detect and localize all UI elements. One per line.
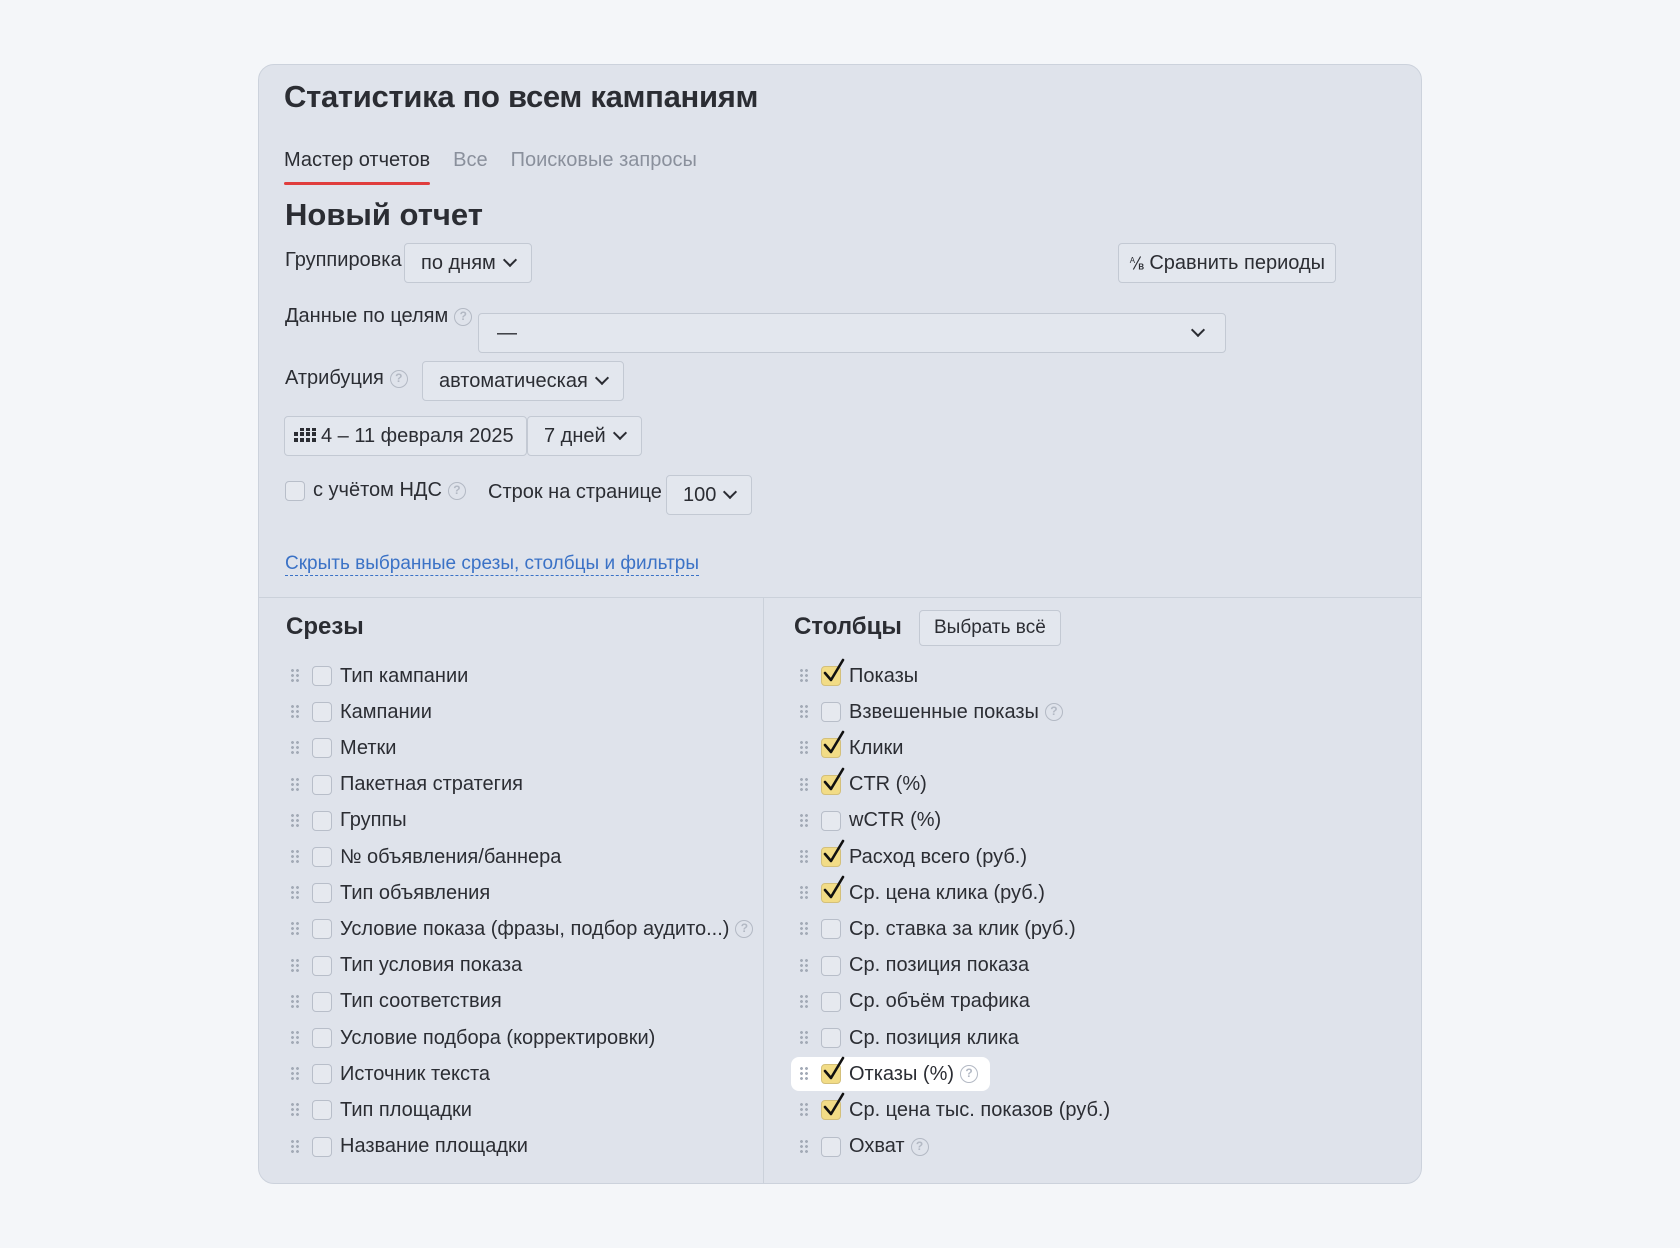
- column-checkbox[interactable]: [821, 847, 841, 867]
- page-title: Статистика по всем кампаниям: [284, 79, 759, 114]
- hide-selected-link[interactable]: Скрыть выбранные срезы, столбцы и фильтры: [285, 553, 700, 574]
- rows-per-page-select[interactable]: [666, 475, 752, 515]
- slice-checkbox[interactable]: [312, 1064, 332, 1084]
- column-checkbox[interactable]: [821, 738, 841, 758]
- attribution-label: [285, 367, 408, 390]
- drag-handle-icon[interactable]: [290, 1066, 300, 1082]
- drag-handle-icon[interactable]: [290, 885, 300, 901]
- divider: [763, 597, 764, 1183]
- drag-handle-icon[interactable]: [290, 1102, 300, 1118]
- checkmark-icon: [823, 839, 847, 865]
- slice-item[interactable]: [282, 1093, 472, 1127]
- column-label: Ср. объём трафика: [849, 990, 1030, 1013]
- column-item[interactable]: [791, 659, 918, 693]
- compare-periods-button[interactable]: [1118, 243, 1336, 283]
- drag-handle-icon[interactable]: [290, 777, 300, 793]
- drag-handle-icon[interactable]: [290, 849, 300, 865]
- slice-label: Название площадки: [340, 1135, 528, 1158]
- drag-handle-icon[interactable]: [799, 1030, 809, 1046]
- grouping-value: по дням: [421, 251, 496, 274]
- column-label: Ср. ставка за клик (руб.): [849, 917, 1076, 940]
- slice-item[interactable]: [282, 804, 407, 838]
- slice-checkbox[interactable]: [312, 956, 332, 976]
- slice-checkbox[interactable]: [312, 702, 332, 722]
- tab-report-master[interactable]: Мастер отчетов: [284, 145, 430, 185]
- help-icon[interactable]: ?: [735, 920, 753, 938]
- columns-title: Столбцы: [794, 613, 902, 640]
- tab-all[interactable]: Все: [453, 149, 488, 171]
- drag-handle-icon[interactable]: [290, 704, 300, 720]
- grouping-label: Группировка: [285, 249, 402, 271]
- slice-label: Условие подбора (корректировки): [340, 1026, 656, 1049]
- slice-checkbox[interactable]: [312, 738, 332, 758]
- help-icon[interactable]: ?: [911, 1138, 929, 1156]
- slice-item[interactable]: [282, 1057, 490, 1091]
- drag-handle-icon[interactable]: [799, 813, 809, 829]
- date-range-picker[interactable]: [284, 416, 527, 456]
- column-checkbox[interactable]: [821, 1028, 841, 1048]
- drag-handle-icon[interactable]: [799, 921, 809, 937]
- drag-handle-icon[interactable]: [290, 668, 300, 684]
- vat-option: [285, 479, 466, 502]
- date-range-value: 4 – 11 февраля 2025: [321, 424, 514, 447]
- column-item[interactable]: [791, 876, 1045, 910]
- column-item[interactable]: [791, 768, 927, 802]
- chevron-down-icon: [613, 426, 627, 440]
- drag-handle-icon[interactable]: [290, 1139, 300, 1155]
- compare-ab-icon: [1129, 252, 1146, 274]
- grouping-select[interactable]: [404, 243, 532, 283]
- chevron-down-icon: [1191, 323, 1205, 337]
- drag-handle-icon[interactable]: [290, 740, 300, 756]
- column-item[interactable]: [791, 1057, 990, 1091]
- slice-label: Тип условия показа: [340, 954, 523, 977]
- slice-item[interactable]: [282, 659, 468, 693]
- select-all-button[interactable]: Выбрать всё: [919, 610, 1061, 646]
- calendar-icon: [294, 428, 316, 444]
- column-label: CTR (%): [849, 773, 927, 796]
- column-item[interactable]: [791, 1130, 929, 1164]
- slice-label: Метки: [340, 736, 397, 759]
- column-label: Ср. цена клика (руб.): [849, 881, 1045, 904]
- slice-label: Пакетная стратегия: [340, 773, 523, 796]
- column-label: Отказы (%): [849, 1062, 955, 1085]
- slice-item[interactable]: [282, 731, 396, 765]
- help-icon[interactable]: ?: [454, 308, 472, 326]
- column-label: Ср. позиция показа: [849, 954, 1030, 977]
- slice-item[interactable]: [282, 912, 753, 946]
- rows-per-page-label: Строк на странице: [488, 481, 662, 503]
- column-checkbox[interactable]: [821, 883, 841, 903]
- column-item[interactable]: [791, 695, 1063, 729]
- slice-label: Тип объявления: [340, 881, 491, 904]
- compare-periods-label: Сравнить периоды: [1149, 251, 1325, 274]
- help-icon[interactable]: ?: [390, 370, 408, 388]
- goals-label: [285, 305, 472, 328]
- chevron-down-icon: [595, 371, 609, 385]
- drag-handle-icon[interactable]: [290, 958, 300, 974]
- checkmark-icon: [823, 730, 847, 756]
- column-item[interactable]: [791, 731, 903, 765]
- slice-item[interactable]: [282, 985, 502, 1019]
- drag-handle-icon[interactable]: [799, 777, 809, 793]
- column-item[interactable]: [791, 1093, 1110, 1127]
- drag-handle-icon[interactable]: [799, 994, 809, 1010]
- divider: [259, 597, 1421, 598]
- drag-handle-icon[interactable]: [799, 668, 809, 684]
- goals-label-text: Данные по целям: [285, 305, 449, 327]
- report-title: Новый отчет: [285, 197, 483, 232]
- vat-label: с учётом НДС: [313, 479, 442, 501]
- checkmark-icon: [823, 658, 847, 684]
- goals-select[interactable]: [478, 313, 1226, 353]
- checkmark-icon: [823, 875, 847, 901]
- help-icon[interactable]: ?: [448, 482, 466, 500]
- checkmark-icon: [823, 1056, 847, 1082]
- slice-label: Группы: [340, 809, 407, 832]
- column-checkbox[interactable]: [821, 992, 841, 1012]
- help-icon[interactable]: ?: [1045, 703, 1063, 721]
- slice-checkbox[interactable]: [312, 1100, 332, 1120]
- column-item[interactable]: [791, 912, 1076, 946]
- slice-item[interactable]: [282, 768, 523, 802]
- period-select[interactable]: [527, 416, 642, 456]
- tabs-bar: [284, 145, 697, 185]
- checkmark-icon: [823, 1092, 847, 1118]
- column-item[interactable]: [791, 1021, 1019, 1055]
- slice-checkbox[interactable]: [312, 847, 332, 867]
- slice-label: Источник текста: [340, 1062, 491, 1085]
- slice-checkbox[interactable]: [312, 992, 332, 1012]
- period-value: 7 дней: [544, 424, 606, 447]
- attribution-value: автоматическая: [439, 369, 588, 392]
- column-checkbox[interactable]: [821, 1064, 841, 1084]
- drag-handle-icon[interactable]: [290, 813, 300, 829]
- vat-checkbox[interactable]: [285, 481, 305, 501]
- column-checkbox[interactable]: [821, 956, 841, 976]
- column-checkbox[interactable]: [821, 811, 841, 831]
- column-label: Ср. позиция клика: [849, 1026, 1019, 1049]
- column-label: Ср. цена тыс. показов (руб.): [849, 1098, 1111, 1121]
- chevron-down-icon: [503, 253, 517, 267]
- column-checkbox[interactable]: [821, 702, 841, 722]
- checkmark-icon: [823, 767, 847, 793]
- column-checkbox[interactable]: [821, 1137, 841, 1157]
- slice-item[interactable]: [282, 876, 490, 910]
- drag-handle-icon[interactable]: [799, 1066, 809, 1082]
- tab-search-queries[interactable]: Поисковые запросы: [510, 149, 697, 171]
- attribution-label-text: Атрибуция: [285, 367, 384, 389]
- drag-handle-icon[interactable]: [799, 958, 809, 974]
- column-checkbox[interactable]: [821, 919, 841, 939]
- slice-checkbox[interactable]: [312, 919, 332, 939]
- slice-checkbox[interactable]: [312, 811, 332, 831]
- slice-label: Тип площадки: [340, 1098, 472, 1121]
- attribution-select[interactable]: [422, 361, 624, 401]
- chevron-down-icon: [723, 485, 737, 499]
- slice-checkbox[interactable]: [312, 1137, 332, 1157]
- drag-handle-icon[interactable]: [290, 1030, 300, 1046]
- drag-handle-icon[interactable]: [290, 994, 300, 1010]
- column-checkbox[interactable]: [821, 775, 841, 795]
- column-item[interactable]: [791, 840, 1027, 874]
- column-checkbox[interactable]: [821, 666, 841, 686]
- drag-handle-icon[interactable]: [290, 921, 300, 937]
- slices-title: Срезы: [286, 613, 364, 640]
- slice-item[interactable]: [282, 1021, 655, 1055]
- drag-handle-icon[interactable]: [799, 885, 809, 901]
- column-label: Показы: [849, 664, 919, 687]
- column-label: Расход всего (руб.): [849, 845, 1027, 868]
- help-icon[interactable]: ?: [960, 1065, 978, 1083]
- goals-value: —: [497, 321, 517, 344]
- slice-checkbox[interactable]: [312, 883, 332, 903]
- slice-checkbox[interactable]: [312, 666, 332, 686]
- column-item[interactable]: [791, 804, 941, 838]
- slice-checkbox[interactable]: [312, 775, 332, 795]
- column-label: Охват: [849, 1135, 905, 1158]
- rows-per-page-value: 100: [683, 483, 717, 506]
- slice-item[interactable]: [282, 840, 561, 874]
- column-label: Клики: [849, 736, 904, 759]
- drag-handle-icon[interactable]: [799, 1139, 809, 1155]
- report-panel: [258, 64, 1422, 1184]
- column-label: Взвешенные показы: [849, 700, 1039, 723]
- drag-handle-icon[interactable]: [799, 704, 809, 720]
- column-label: wCTR (%): [849, 809, 942, 832]
- slice-checkbox[interactable]: [312, 1028, 332, 1048]
- slice-label: № объявления/баннера: [340, 845, 562, 868]
- slice-label: Условие показа (фразы, подбор аудито...): [340, 917, 730, 940]
- svg-text:B: B: [1138, 262, 1145, 272]
- drag-handle-icon[interactable]: [799, 849, 809, 865]
- slice-item[interactable]: [282, 1130, 528, 1164]
- slice-item[interactable]: [282, 949, 522, 983]
- slice-item[interactable]: [282, 695, 432, 729]
- column-item[interactable]: [791, 949, 1029, 983]
- svg-text:A: A: [1129, 256, 1136, 265]
- column-item[interactable]: [791, 985, 1030, 1019]
- slice-label: Тип соответствия: [340, 990, 502, 1013]
- slice-label: Кампании: [340, 700, 432, 723]
- column-checkbox[interactable]: [821, 1100, 841, 1120]
- drag-handle-icon[interactable]: [799, 740, 809, 756]
- drag-handle-icon[interactable]: [799, 1102, 809, 1118]
- slice-label: Тип кампании: [340, 664, 469, 687]
